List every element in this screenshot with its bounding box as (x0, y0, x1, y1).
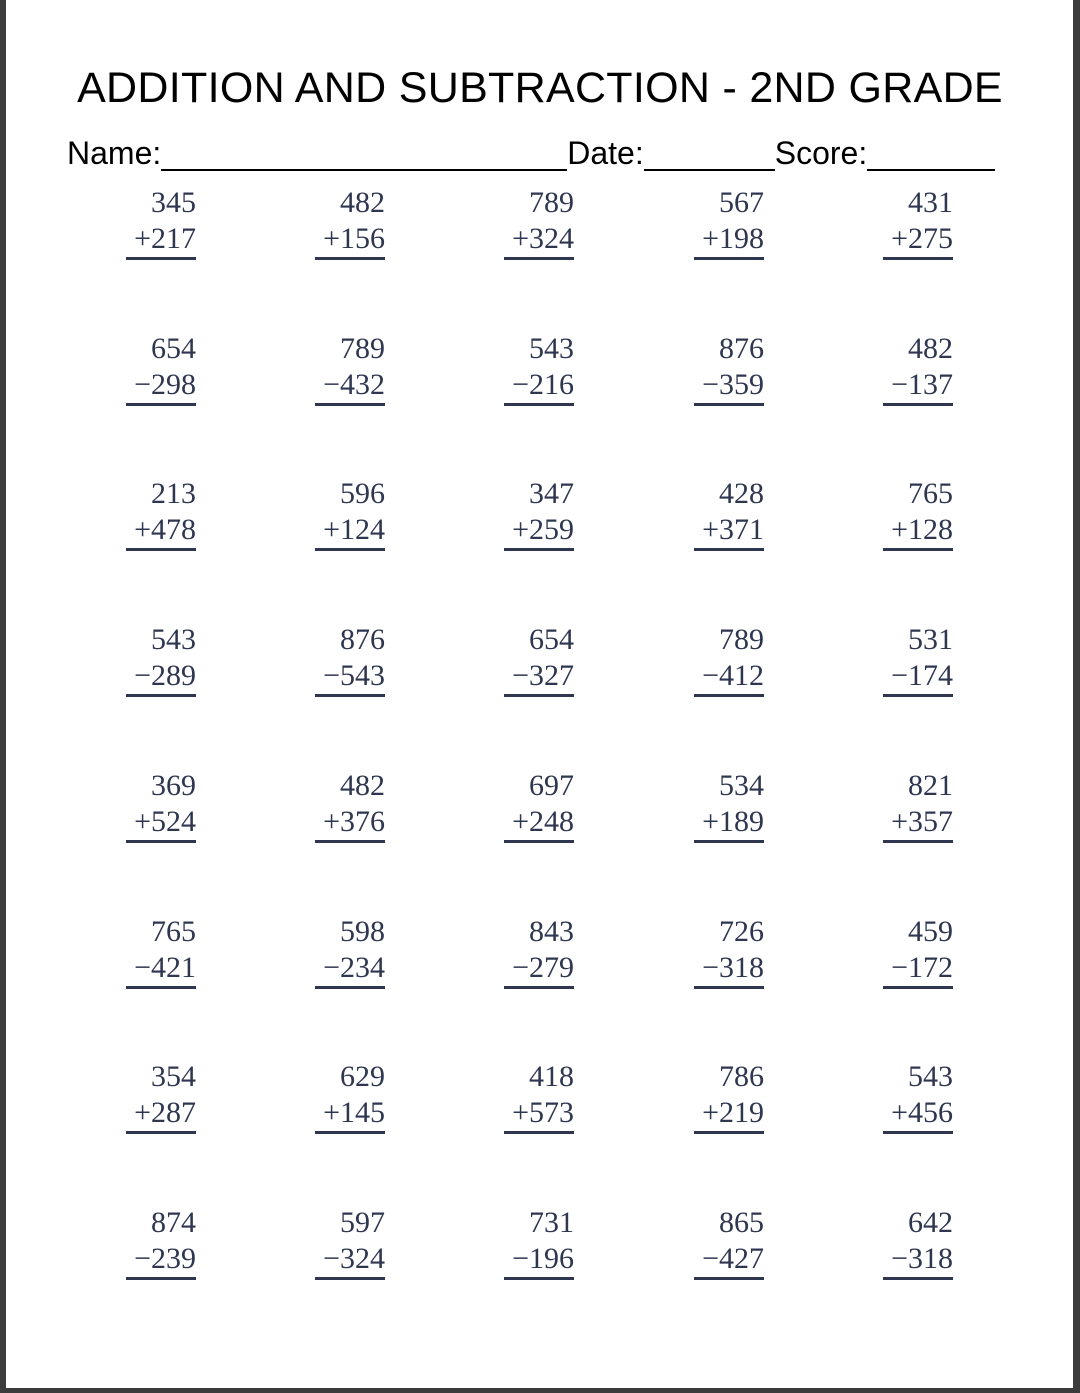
problem (883, 1205, 953, 1280)
problem-bottom-number: +198 (694, 221, 764, 260)
problem-bottom-number: −239 (126, 1241, 196, 1280)
problem-top-number: 482 (340, 769, 385, 802)
problem-top-number: 786 (719, 1060, 764, 1093)
problem (694, 768, 764, 843)
problem-top-number: 482 (340, 186, 385, 219)
problem (504, 331, 574, 406)
score-blank[interactable] (867, 133, 995, 171)
problem-top-number: 876 (340, 623, 385, 656)
problem-bottom-number: −318 (883, 1241, 953, 1280)
problem-top-number: 654 (151, 332, 196, 365)
problem-bottom-number: +156 (315, 221, 385, 260)
problem (883, 476, 953, 551)
problem (504, 622, 574, 697)
problem (315, 1059, 385, 1134)
problem-top-number: 876 (719, 332, 764, 365)
problem-top-number: 765 (151, 915, 196, 948)
problem-bottom-number: −289 (126, 658, 196, 697)
problem-top-number: 821 (908, 769, 953, 802)
problem (126, 914, 196, 989)
problem-top-number: 354 (151, 1060, 196, 1093)
problem (126, 331, 196, 406)
problem (694, 331, 764, 406)
problem-bottom-number: +124 (315, 512, 385, 551)
problem-top-number: 789 (529, 186, 574, 219)
problem-bottom-number: −412 (694, 658, 764, 697)
problem (315, 331, 385, 406)
problem-top-number: 697 (529, 769, 574, 802)
problem (694, 476, 764, 551)
problem-bottom-number: +357 (883, 804, 953, 843)
problem-bottom-number: +189 (694, 804, 764, 843)
name-blank[interactable] (161, 133, 567, 171)
problem-top-number: 543 (151, 623, 196, 656)
problem-bottom-number: −421 (126, 950, 196, 989)
problem-bottom-number: +217 (126, 221, 196, 260)
problem-top-number: 459 (908, 915, 953, 948)
problem-top-number: 543 (908, 1060, 953, 1093)
problem (315, 768, 385, 843)
problem-top-number: 597 (340, 1206, 385, 1239)
name-label: Name: (67, 135, 162, 171)
problem-bottom-number: +145 (315, 1095, 385, 1134)
problem-top-number: 543 (529, 332, 574, 365)
problem (694, 914, 764, 989)
problem-top-number: 843 (529, 915, 574, 948)
problem-top-number: 865 (719, 1206, 764, 1239)
problem (126, 1205, 196, 1280)
problem-top-number: 731 (529, 1206, 574, 1239)
problem-bottom-number: −359 (694, 367, 764, 406)
problem-top-number: 789 (340, 332, 385, 365)
problem (883, 331, 953, 406)
problem-bottom-number: +219 (694, 1095, 764, 1134)
problem-top-number: 874 (151, 1206, 196, 1239)
problem (315, 476, 385, 551)
problem (126, 622, 196, 697)
problem (504, 768, 574, 843)
problem (694, 622, 764, 697)
problem-bottom-number: −324 (315, 1241, 385, 1280)
problem-top-number: 642 (908, 1206, 953, 1239)
problem-bottom-number: −172 (883, 950, 953, 989)
problem-top-number: 629 (340, 1060, 385, 1093)
problem-bottom-number: +371 (694, 512, 764, 551)
problem-bottom-number: −318 (694, 950, 764, 989)
problem (694, 1205, 764, 1280)
problem-bottom-number: +456 (883, 1095, 953, 1134)
problem-top-number: 654 (529, 623, 574, 656)
worksheet-title: ADDITION AND SUBTRACTION - 2ND GRADE (77, 64, 1003, 112)
problem (883, 185, 953, 260)
problem-bottom-number: +573 (504, 1095, 574, 1134)
problem-bottom-number: +324 (504, 221, 574, 260)
problem (126, 768, 196, 843)
problem-top-number: 596 (340, 477, 385, 510)
problem-bottom-number: −279 (504, 950, 574, 989)
problem (126, 476, 196, 551)
problem-bottom-number: +259 (504, 512, 574, 551)
problem (883, 622, 953, 697)
problem-top-number: 428 (719, 477, 764, 510)
problem (694, 185, 764, 260)
problem (504, 914, 574, 989)
problem-bottom-number: −298 (126, 367, 196, 406)
problem (504, 185, 574, 260)
problem-top-number: 765 (908, 477, 953, 510)
problem-bottom-number: −543 (315, 658, 385, 697)
student-info-line (67, 131, 1012, 171)
problem-top-number: 431 (908, 186, 953, 219)
date-label: Date: (567, 135, 644, 171)
problem (883, 1059, 953, 1134)
problem (883, 768, 953, 843)
problem (315, 622, 385, 697)
problem-top-number: 531 (908, 623, 953, 656)
problem-bottom-number: +275 (883, 221, 953, 260)
problem-top-number: 347 (529, 477, 574, 510)
problem-bottom-number: +128 (883, 512, 953, 551)
problem (126, 185, 196, 260)
problem-top-number: 369 (151, 769, 196, 802)
problem-bottom-number: −234 (315, 950, 385, 989)
problem-top-number: 345 (151, 186, 196, 219)
problem (504, 476, 574, 551)
problem-top-number: 726 (719, 915, 764, 948)
problem-bottom-number: −137 (883, 367, 953, 406)
problem (883, 914, 953, 989)
problem (315, 914, 385, 989)
problem-top-number: 534 (719, 769, 764, 802)
problem (694, 1059, 764, 1134)
problem-bottom-number: −327 (504, 658, 574, 697)
problem-bottom-number: −196 (504, 1241, 574, 1280)
problem-bottom-number: −427 (694, 1241, 764, 1280)
problem (126, 1059, 196, 1134)
problem-bottom-number: −216 (504, 367, 574, 406)
problem-top-number: 598 (340, 915, 385, 948)
problem-top-number: 567 (719, 186, 764, 219)
problem-bottom-number: +287 (126, 1095, 196, 1134)
problem-bottom-number: +248 (504, 804, 574, 843)
problem-bottom-number: −174 (883, 658, 953, 697)
problem-bottom-number: +376 (315, 804, 385, 843)
problem (504, 1205, 574, 1280)
problem (504, 1059, 574, 1134)
problem-top-number: 482 (908, 332, 953, 365)
problem-top-number: 418 (529, 1060, 574, 1093)
score-label: Score: (774, 135, 868, 171)
date-blank[interactable] (644, 133, 775, 171)
problem-bottom-number: +524 (126, 804, 196, 843)
problem-bottom-number: −432 (315, 367, 385, 406)
problem-top-number: 213 (151, 477, 196, 510)
problem (315, 1205, 385, 1280)
problem (315, 185, 385, 260)
problem-top-number: 789 (719, 623, 764, 656)
problem-bottom-number: +478 (126, 512, 196, 551)
